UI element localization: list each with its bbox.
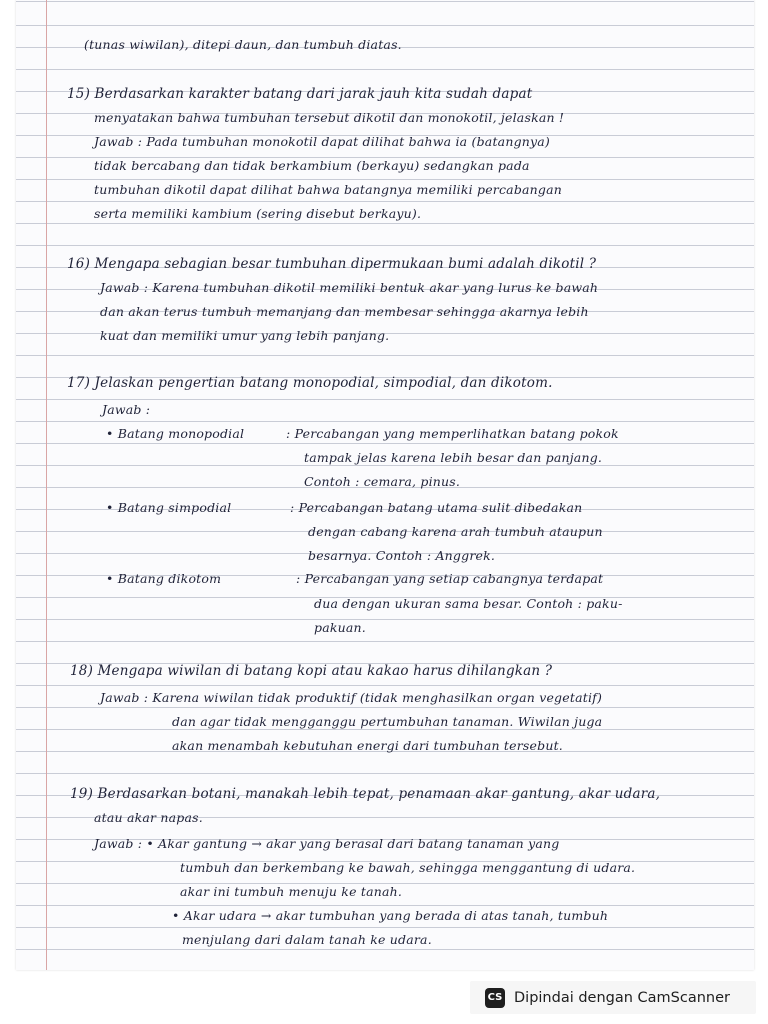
- term-dikotom: • Batang dikotom: [106, 571, 222, 586]
- text-line: tumbuhan dikotil dapat dilihat bahwa batangnya memiliki percabangan: [94, 182, 563, 197]
- text-line: kuat dan memiliki umur yang lebih panjang.: [100, 328, 390, 343]
- text-line: tidak bercabang dan tidak berkambium (berkayu) sedangkan pada: [94, 158, 530, 173]
- answer-18: Jawab : Karena wiwilan tidak produktif (tidak menghasilkan organ vegetatif): [100, 690, 603, 705]
- text-line: akar ini tumbuh menuju ke tanah.: [180, 884, 403, 899]
- definition-line: : Percabangan yang memperlihatkan batang pokok: [286, 426, 619, 441]
- text-line: atau akar napas.: [94, 810, 203, 825]
- text-line: menyatakan bahwa tumbuhan tersebut dikotil dan monokotil, jelaskan !: [94, 110, 565, 125]
- answer-19: Jawab : • Akar gantung → akar yang berasal dari batang tanaman yang: [94, 836, 560, 851]
- text-line: akan menambah kebutuhan energi dari tumbuhan tersebut.: [172, 738, 563, 753]
- answer-16: Jawab : Karena tumbuhan dikotil memiliki bentuk akar yang lurus ke bawah: [100, 280, 599, 295]
- definition-line: : Percabangan yang setiap cabangnya terdapat: [296, 571, 604, 586]
- definition-line: dua dengan ukuran sama besar. Contoh : paku-: [314, 596, 623, 611]
- text-line: dan akan terus tumbuh memanjang dan membesar sehingga akarnya lebih: [100, 304, 589, 319]
- watermark-text: Dipindai dengan CamScanner: [514, 989, 731, 1006]
- term-monopodial: • Batang monopodial: [106, 426, 245, 441]
- text-line: (tunas wiwilan), ditepi daun, dan tumbuh diatas.: [84, 37, 402, 52]
- question-18: 18) Mengapa wiwilan di batang kopi atau kakao harus dihilangkan ?: [70, 663, 553, 679]
- term-simpodial: • Batang simpodial: [106, 500, 232, 515]
- answer-15: Jawab : Pada tumbuhan monokotil dapat dilihat bahwa ia (batangnya): [94, 134, 551, 149]
- margin-line: [46, 0, 47, 970]
- definition-line: besarnya. Contoh : Anggrek.: [308, 548, 496, 563]
- text-line: menjulang dari dalam tanah ke udara.: [182, 932, 432, 947]
- question-15: 15) Berdasarkan karakter batang dari jarak jauh kita sudah dapat: [67, 86, 533, 102]
- definition-line: tampak jelas karena lebih besar dan panjang.: [304, 450, 603, 465]
- definition-line: : Percabangan batang utama sulit dibedakan: [290, 500, 583, 515]
- question-17: 17) Jelaskan pengertian batang monopodial, simpodial, dan dikotom.: [67, 375, 553, 391]
- text-line: tumbuh dan berkembang ke bawah, sehingga menggantung di udara.: [180, 860, 636, 875]
- definition-line: dengan cabang karena arah tumbuh ataupun: [308, 524, 603, 539]
- text-line: dan agar tidak mengganggu pertumbuhan tanaman. Wiwilan juga: [172, 714, 603, 729]
- text-line: • Akar udara → akar tumbuhan yang berada di atas tanah, tumbuh: [172, 908, 609, 923]
- camscanner-logo-icon: CS: [485, 988, 505, 1008]
- text-line: serta memiliki kambium (sering disebut berkayu).: [94, 206, 422, 221]
- camscanner-watermark: [470, 981, 756, 1014]
- definition-line: pakuan.: [314, 620, 366, 635]
- question-19: 19) Berdasarkan botani, manakah lebih tepat, penamaan akar gantung, akar udara,: [70, 786, 661, 802]
- answer-17: Jawab :: [102, 402, 151, 417]
- question-16: 16) Mengapa sebagian besar tumbuhan dipermukaan bumi adalah dikotil ?: [67, 256, 597, 272]
- definition-line: Contoh : cemara, pinus.: [304, 474, 461, 489]
